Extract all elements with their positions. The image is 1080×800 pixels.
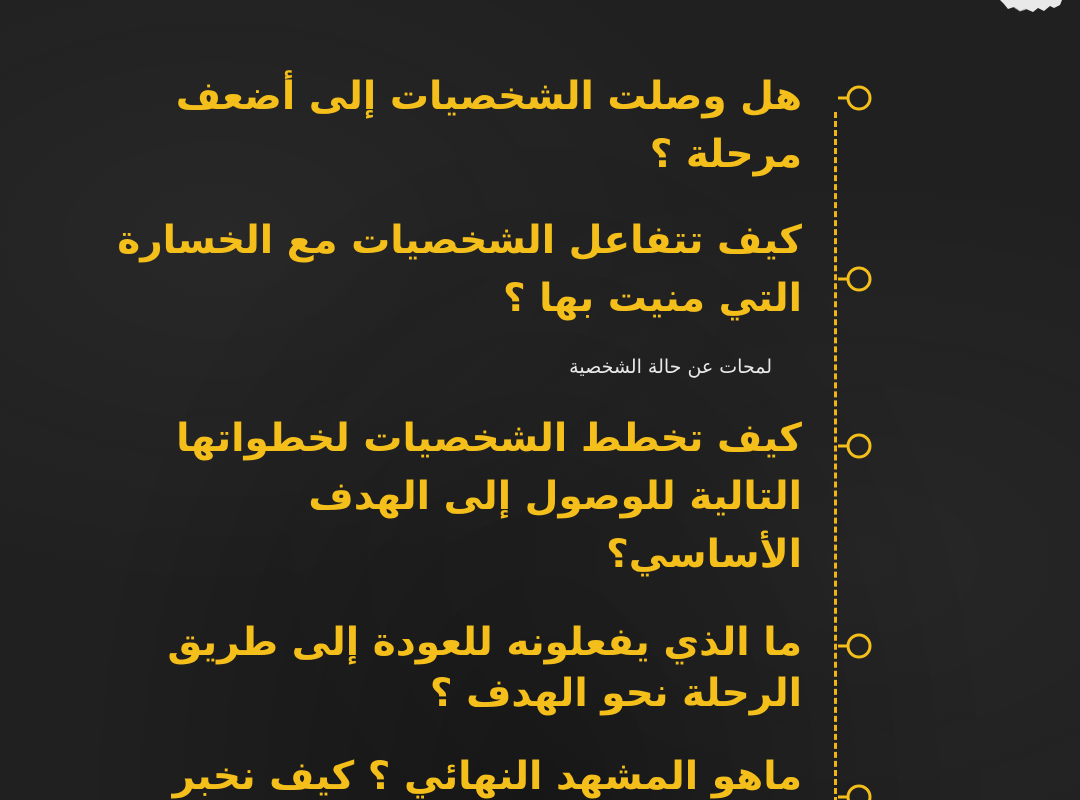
question-1-line-2: مرحلة ؟ — [649, 132, 802, 177]
question-4-line-2: الرحلة نحو الهدف ؟ — [429, 671, 802, 716]
question-3-line-3: الأساسي؟ — [606, 532, 802, 577]
circle-outline-icon — [838, 782, 872, 800]
question-3-line-2: التالية للوصول إلى الهدف — [308, 474, 802, 519]
question-2-line-2: التي منيت بها ؟ — [502, 276, 802, 321]
circle-outline-icon — [838, 83, 872, 113]
paper-tear-icon — [1000, 0, 1062, 14]
question-4-line-1: ما الذي يفعلونه للعودة إلى طريق — [167, 620, 802, 665]
circle-outline-icon — [838, 631, 872, 661]
question-1-line-1: هل وصلت الشخصيات إلى أضعف — [175, 74, 802, 119]
question-3-line-1: كيف تخطط الشخصيات لخطواتها — [176, 416, 802, 461]
character-state-note: لمحات عن حالة الشخصية — [569, 356, 772, 378]
question-5-line-1: ماهو المشهد النهائي ؟ كيف نخبر — [172, 754, 802, 799]
circle-outline-icon — [838, 264, 872, 294]
question-2-line-1: كيف تتفاعل الشخصيات مع الخسارة — [117, 218, 802, 263]
circle-outline-icon — [838, 431, 872, 461]
timeline-line — [834, 112, 837, 800]
